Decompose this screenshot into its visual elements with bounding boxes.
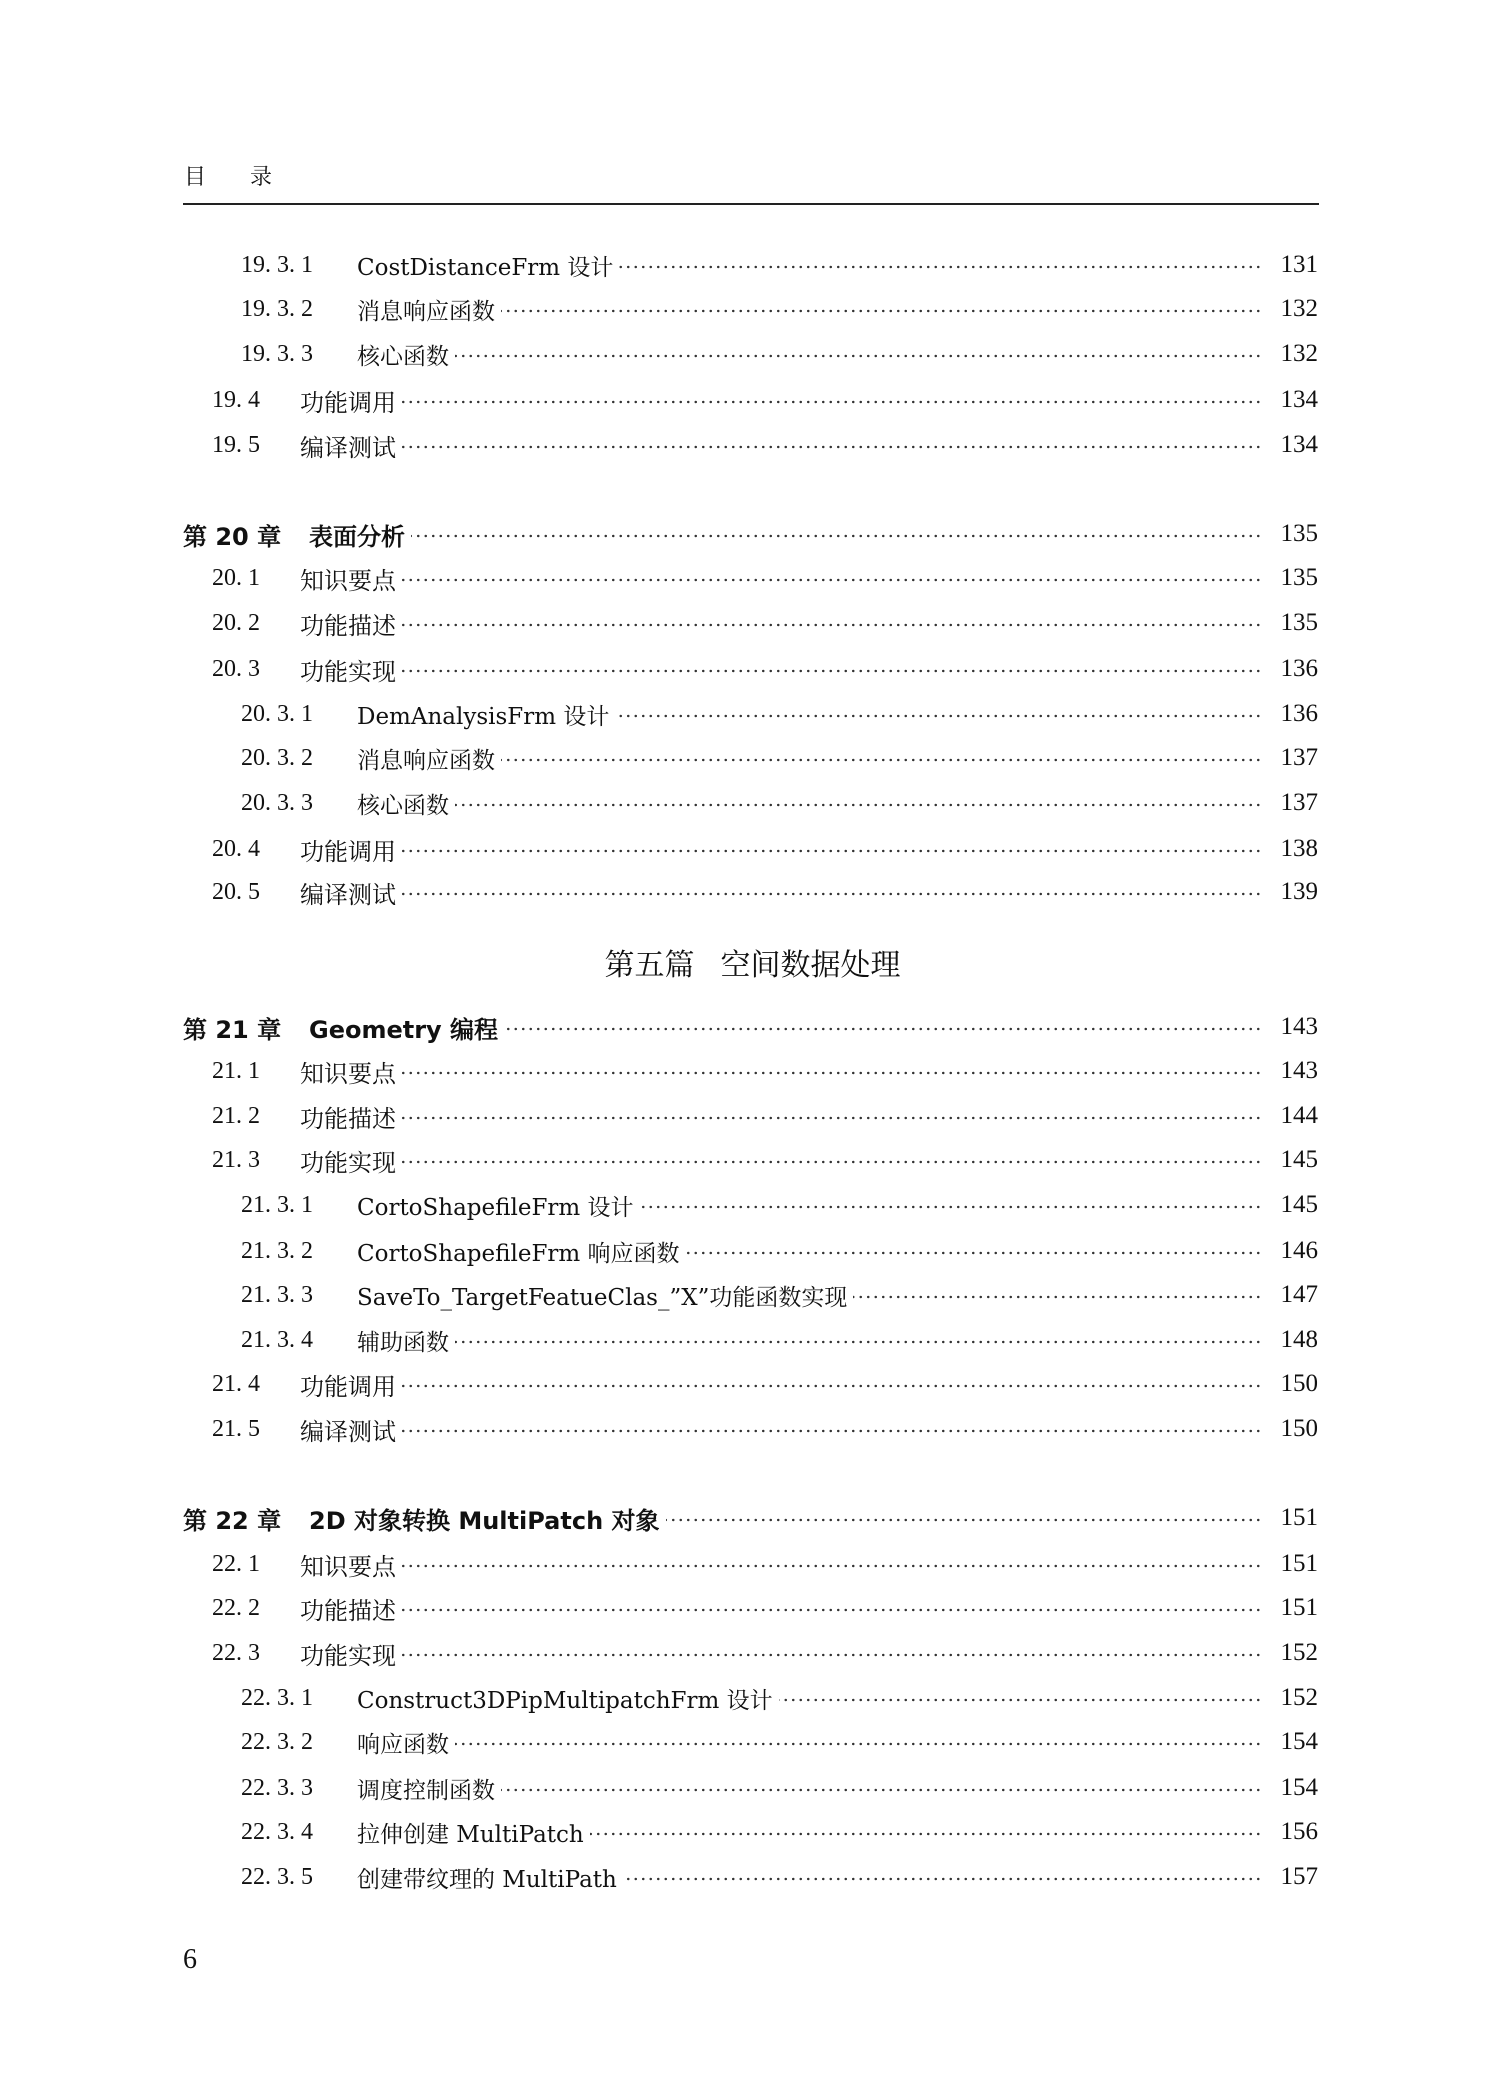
toc-entry-number: 19. 5 bbox=[212, 431, 260, 458]
toc-entry-number: 19. 4 bbox=[212, 386, 260, 413]
toc-entry-number: 19. 3. 1 bbox=[241, 251, 313, 278]
toc-entry-number: 22. 3. 4 bbox=[241, 1818, 313, 1845]
toc-entry-number: 19. 3. 3 bbox=[241, 340, 313, 367]
toc-chapter-entry[interactable] bbox=[0, 1501, 1505, 1535]
toc-leader-dots bbox=[402, 1564, 1262, 1568]
toc-subsection-entry[interactable] bbox=[0, 1278, 1505, 1312]
toc-entry-number: 20. 3. 2 bbox=[241, 744, 313, 771]
toc-section-entry[interactable] bbox=[0, 1636, 1505, 1670]
part-label: 第五篇 bbox=[604, 948, 695, 983]
toc-subsection-entry[interactable] bbox=[0, 1860, 1505, 1894]
header-rule bbox=[183, 203, 1319, 205]
toc-section-entry[interactable] bbox=[0, 1099, 1505, 1133]
toc-entry-number: 21. 2 bbox=[212, 1102, 260, 1129]
toc-entry-page: 156 bbox=[1280, 1818, 1318, 1845]
toc-leader-dots bbox=[402, 1071, 1262, 1075]
toc-section-entry[interactable] bbox=[0, 606, 1505, 640]
toc-entry-page: 136 bbox=[1280, 655, 1318, 682]
toc-entry-title: 功能描述 bbox=[300, 1104, 396, 1133]
toc-section-entry[interactable] bbox=[0, 1547, 1505, 1581]
header-char-2: 录 bbox=[250, 165, 273, 190]
toc-subsection-entry[interactable] bbox=[0, 697, 1505, 731]
toc-leader-dots bbox=[455, 803, 1262, 807]
toc-leader-dots bbox=[455, 1742, 1262, 1746]
toc-leader-dots bbox=[402, 1384, 1262, 1388]
part-title bbox=[0, 940, 1505, 984]
toc-entry-number: 22. 3. 2 bbox=[241, 1728, 313, 1755]
toc-entry-number: 21. 3. 4 bbox=[241, 1326, 313, 1353]
toc-entry-number: 20. 4 bbox=[212, 835, 260, 862]
toc-section-entry[interactable] bbox=[0, 1367, 1505, 1401]
toc-entry-title: Construct3DPipMultipatchFrm 设计 bbox=[357, 1687, 773, 1714]
toc-entry-number: 第 21 章 bbox=[183, 1015, 282, 1044]
toc-leader-dots bbox=[402, 445, 1262, 449]
toc-entry-page: 154 bbox=[1280, 1774, 1318, 1801]
toc-entry-title: 表面分析 bbox=[309, 522, 405, 551]
toc-entry-title: 消息响应函数 bbox=[357, 298, 495, 325]
toc-entry-title: 响应函数 bbox=[357, 1731, 449, 1758]
toc-leader-dots bbox=[402, 1116, 1262, 1120]
toc-entry-page: 154 bbox=[1280, 1728, 1318, 1755]
toc-entry-page: 148 bbox=[1280, 1326, 1318, 1353]
toc-entry-number: 20. 3 bbox=[212, 655, 260, 682]
toc-entry-number: 20. 5 bbox=[212, 878, 260, 905]
toc-section-entry[interactable] bbox=[0, 1143, 1505, 1177]
toc-leader-dots bbox=[619, 265, 1262, 269]
toc-subsection-entry[interactable] bbox=[0, 248, 1505, 282]
toc-entry-number: 21. 3. 1 bbox=[241, 1191, 313, 1218]
toc-leader-dots bbox=[402, 1429, 1262, 1433]
toc-entry-title: 核心函数 bbox=[357, 343, 449, 370]
toc-entry-title: 消息响应函数 bbox=[357, 747, 495, 774]
toc-entry-page: 151 bbox=[1280, 1594, 1318, 1621]
toc-entry-title: 调度控制函数 bbox=[357, 1777, 495, 1804]
toc-entry-page: 147 bbox=[1280, 1281, 1318, 1308]
toc-entry-title: 知识要点 bbox=[300, 1552, 396, 1581]
toc-entry-title: 核心函数 bbox=[357, 792, 449, 819]
toc-entry-number: 21. 1 bbox=[212, 1057, 260, 1084]
toc-entry-number: 21. 3. 3 bbox=[241, 1281, 313, 1308]
toc-entry-page: 144 bbox=[1280, 1102, 1318, 1129]
toc-leader-dots bbox=[615, 714, 1262, 718]
toc-entry-number: 21. 3 bbox=[212, 1146, 260, 1173]
toc-subsection-entry[interactable] bbox=[0, 1725, 1505, 1759]
toc-entry-number: 20. 3. 1 bbox=[241, 700, 313, 727]
toc-entry-title: Geometry 编程 bbox=[309, 1015, 499, 1044]
toc-leader-dots bbox=[402, 578, 1262, 582]
toc-subsection-entry[interactable] bbox=[0, 1815, 1505, 1849]
toc-entry-title: 编译测试 bbox=[300, 880, 396, 909]
toc-leader-dots bbox=[402, 400, 1262, 404]
toc-subsection-entry[interactable] bbox=[0, 1323, 1505, 1357]
toc-entry-title: 辅助函数 bbox=[357, 1329, 449, 1356]
toc-entry-page: 143 bbox=[1280, 1013, 1318, 1040]
toc-entry-page: 135 bbox=[1280, 520, 1318, 547]
toc-leader-dots bbox=[501, 758, 1262, 762]
toc-entry-page: 132 bbox=[1280, 295, 1318, 322]
toc-leader-dots bbox=[402, 892, 1262, 896]
toc-entry-title: 功能描述 bbox=[300, 611, 396, 640]
toc-entry-title: CortoShapefileFrm 响应函数 bbox=[357, 1240, 680, 1267]
toc-subsection-entry[interactable] bbox=[0, 292, 1505, 326]
toc-entry-page: 135 bbox=[1280, 609, 1318, 636]
toc-entry-title: 功能实现 bbox=[300, 1641, 396, 1670]
toc-entry-number: 21. 3. 2 bbox=[241, 1237, 313, 1264]
toc-entry-page: 157 bbox=[1280, 1863, 1318, 1890]
toc-section-entry[interactable] bbox=[0, 428, 1505, 462]
toc-entry-page: 145 bbox=[1280, 1191, 1318, 1218]
toc-entry-page: 150 bbox=[1280, 1370, 1318, 1397]
toc-subsection-entry[interactable] bbox=[0, 1681, 1505, 1715]
toc-subsection-entry[interactable] bbox=[0, 1188, 1505, 1222]
toc-entry-page: 152 bbox=[1280, 1684, 1318, 1711]
toc-entry-number: 19. 3. 2 bbox=[241, 295, 313, 322]
toc-entry-page: 151 bbox=[1280, 1504, 1318, 1531]
page-number: 6 bbox=[183, 1944, 197, 1975]
toc-entry-title: 功能调用 bbox=[300, 1372, 396, 1401]
toc-entry-page: 143 bbox=[1280, 1057, 1318, 1084]
toc-leader-dots bbox=[666, 1518, 1262, 1522]
toc-subsection-entry[interactable] bbox=[0, 337, 1505, 371]
toc-entry-title: 功能描述 bbox=[300, 1596, 396, 1625]
toc-entry-title: SaveTo_TargetFeatueClas_”X”功能函数实现 bbox=[357, 1284, 848, 1311]
toc-entry-title: 知识要点 bbox=[300, 566, 396, 595]
toc-leader-dots bbox=[402, 1653, 1262, 1657]
toc-section-entry[interactable] bbox=[0, 1412, 1505, 1446]
toc-leader-dots bbox=[501, 309, 1262, 313]
toc-leader-dots bbox=[640, 1205, 1262, 1209]
toc-leader-dots bbox=[853, 1295, 1262, 1299]
toc-leader-dots bbox=[402, 849, 1262, 853]
toc-section-entry[interactable] bbox=[0, 1591, 1505, 1625]
toc-leader-dots bbox=[779, 1698, 1262, 1702]
toc-entry-title: 编译测试 bbox=[300, 1417, 396, 1446]
toc-entry-title: 拉伸创建 MultiPatch bbox=[357, 1821, 584, 1848]
toc-subsection-entry[interactable] bbox=[0, 1234, 1505, 1268]
toc-entry-number: 第 20 章 bbox=[183, 522, 282, 551]
toc-section-entry[interactable] bbox=[0, 875, 1505, 909]
toc-entry-title: 编译测试 bbox=[300, 433, 396, 462]
toc-entry-number: 22. 3 bbox=[212, 1639, 260, 1666]
header-char-1: 目 bbox=[184, 165, 207, 190]
toc-entry-page: 151 bbox=[1280, 1550, 1318, 1577]
running-header bbox=[184, 160, 272, 191]
toc-chapter-entry[interactable] bbox=[0, 1010, 1505, 1044]
toc-leader-dots bbox=[455, 354, 1262, 358]
toc-entry-number: 22. 3. 3 bbox=[241, 1774, 313, 1801]
toc-entry-number: 20. 3. 3 bbox=[241, 789, 313, 816]
toc-entry-number: 22. 3. 5 bbox=[241, 1863, 313, 1890]
toc-entry-page: 134 bbox=[1280, 431, 1318, 458]
toc-entry-title: 2D 对象转换 MultiPatch 对象 bbox=[309, 1506, 660, 1535]
toc-entry-page: 131 bbox=[1280, 251, 1318, 278]
toc-subsection-entry[interactable] bbox=[0, 786, 1505, 820]
toc-entry-title: DemAnalysisFrm 设计 bbox=[357, 703, 610, 730]
toc-entry-page: 137 bbox=[1280, 744, 1318, 771]
toc-leader-dots bbox=[411, 534, 1262, 538]
toc-section-entry[interactable] bbox=[0, 1054, 1505, 1088]
toc-section-entry[interactable] bbox=[0, 652, 1505, 686]
toc-entry-page: 134 bbox=[1280, 386, 1318, 413]
toc-entry-page: 150 bbox=[1280, 1415, 1318, 1442]
toc-entry-number: 20. 2 bbox=[212, 609, 260, 636]
toc-subsection-entry[interactable] bbox=[0, 741, 1505, 775]
toc-entry-page: 135 bbox=[1280, 564, 1318, 591]
toc-entry-page: 138 bbox=[1280, 835, 1318, 862]
toc-entry-number: 22. 3. 1 bbox=[241, 1684, 313, 1711]
toc-entry-title: 功能实现 bbox=[300, 1148, 396, 1177]
toc-entry-title: 功能调用 bbox=[300, 837, 396, 866]
toc-leader-dots bbox=[402, 1608, 1262, 1612]
toc-entry-title: CortoShapefileFrm 设计 bbox=[357, 1194, 634, 1221]
toc-entry-title: CostDistanceFrm 设计 bbox=[357, 254, 614, 281]
toc-entry-number: 21. 4 bbox=[212, 1370, 260, 1397]
toc-section-entry[interactable] bbox=[0, 561, 1505, 595]
toc-entry-page: 145 bbox=[1280, 1146, 1318, 1173]
toc-leader-dots bbox=[623, 1877, 1262, 1881]
toc-entry-page: 152 bbox=[1280, 1639, 1318, 1666]
toc-leader-dots bbox=[402, 669, 1262, 673]
toc-leader-dots bbox=[686, 1251, 1262, 1255]
toc-subsection-entry[interactable] bbox=[0, 1771, 1505, 1805]
toc-entry-title: 功能调用 bbox=[300, 388, 396, 417]
toc-entry-page: 139 bbox=[1280, 878, 1318, 905]
toc-entry-number: 22. 1 bbox=[212, 1550, 260, 1577]
toc-entry-number: 第 22 章 bbox=[183, 1506, 282, 1535]
toc-leader-dots bbox=[504, 1027, 1262, 1031]
toc-leader-dots bbox=[501, 1788, 1262, 1792]
toc-entry-page: 146 bbox=[1280, 1237, 1318, 1264]
toc-entry-number: 21. 5 bbox=[212, 1415, 260, 1442]
toc-entry-page: 132 bbox=[1280, 340, 1318, 367]
toc-entry-page: 136 bbox=[1280, 700, 1318, 727]
toc-entry-title: 知识要点 bbox=[300, 1059, 396, 1088]
toc-leader-dots bbox=[590, 1832, 1262, 1836]
toc-entry-number: 20. 1 bbox=[212, 564, 260, 591]
toc-leader-dots bbox=[402, 623, 1262, 627]
toc-entry-number: 22. 2 bbox=[212, 1594, 260, 1621]
toc-section-entry[interactable] bbox=[0, 383, 1505, 417]
toc-leader-dots bbox=[455, 1340, 1262, 1344]
toc-entry-title: 功能实现 bbox=[300, 657, 396, 686]
toc-entry-title: 创建带纹理的 MultiPath bbox=[357, 1866, 617, 1893]
toc-entry-page: 137 bbox=[1280, 789, 1318, 816]
toc-chapter-entry[interactable] bbox=[0, 517, 1505, 551]
toc-section-entry[interactable] bbox=[0, 832, 1505, 866]
toc-leader-dots bbox=[402, 1160, 1262, 1164]
part-name: 空间数据处理 bbox=[720, 948, 901, 983]
